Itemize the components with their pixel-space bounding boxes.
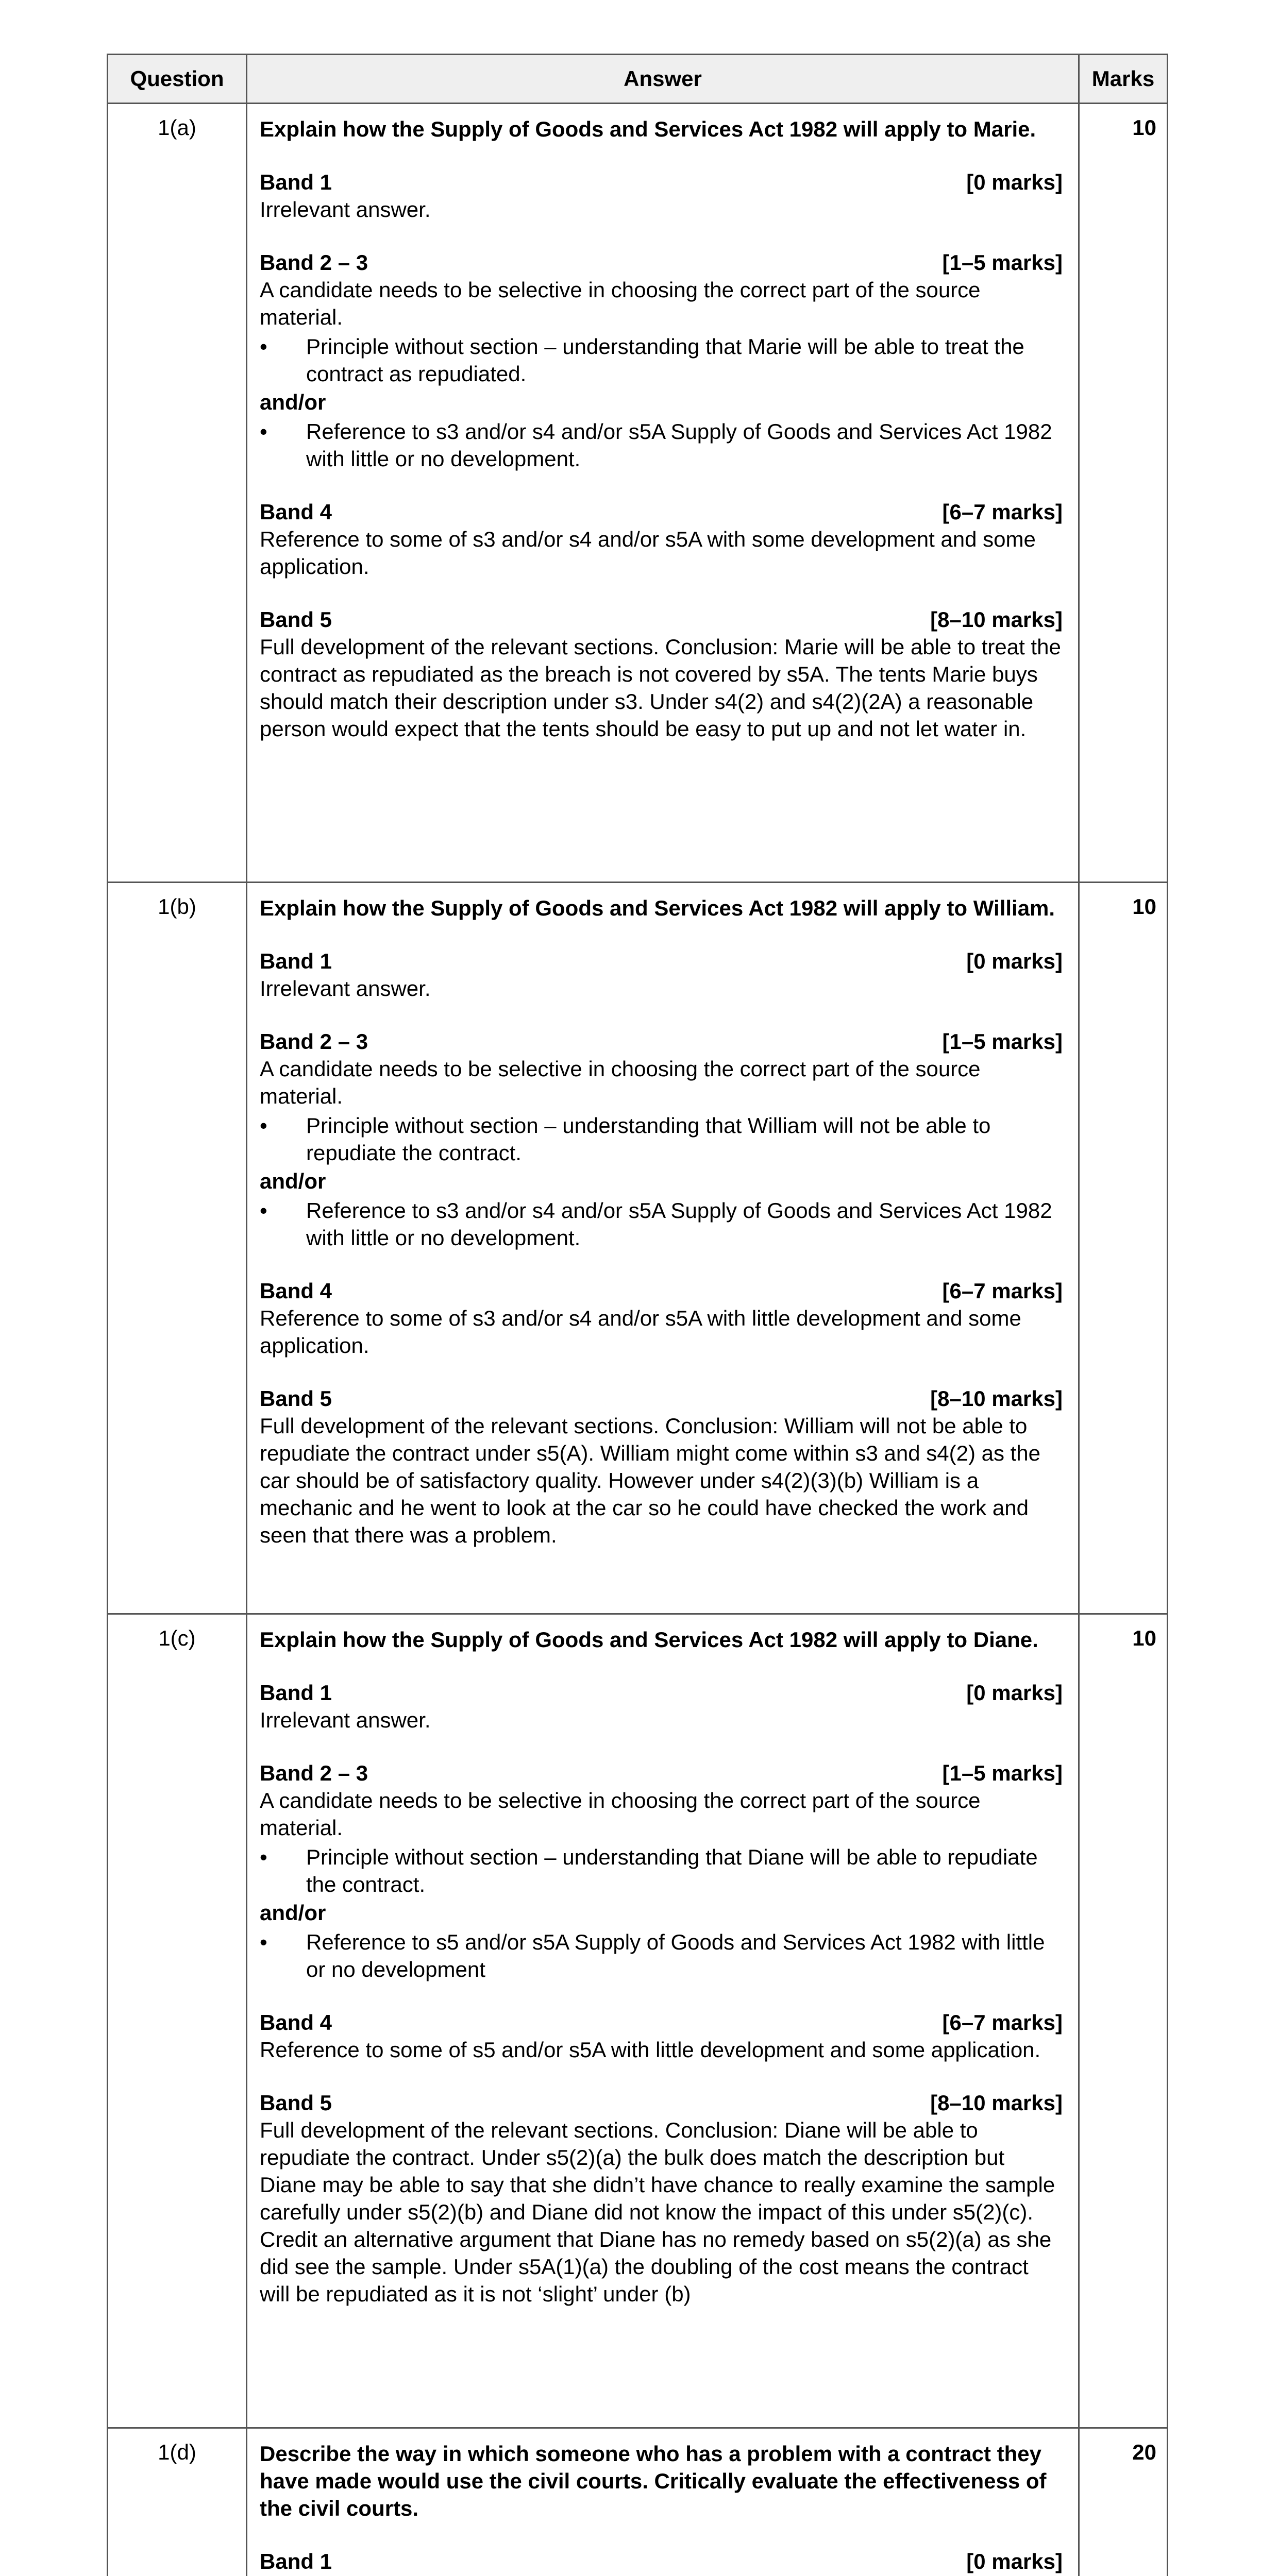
band-text: Reference to some of s3 and/or s4 and/or s5A with some development and some application. [260,527,1036,579]
band-label: Band 4 [260,2010,332,2035]
band-2-3 [260,1759,1063,1983]
band-text: Reference to some of s3 and/or s4 and/or s5A with little development and some application. [260,1306,1021,1358]
marks-value: 10 [1079,104,1168,883]
band-5 [260,2089,1063,2308]
answer-header: Answer [247,55,1079,104]
band-text: Reference to some of s5 and/or s5A with little development and some application. [260,2038,1041,2062]
band-2-3 [260,249,1063,472]
band-1 [260,947,1063,1002]
band-5 [260,606,1063,742]
answer-cell [247,2428,1079,2576]
band-label: Band 2 – 3 [260,1029,368,1054]
band-2-3 [260,1028,1063,1251]
question-header: Question [108,55,247,104]
marks-value: 10 [1079,1614,1168,2428]
mark-scheme-table [107,54,1168,2576]
answer-cell [247,1614,1079,2428]
band-range: [6–7 marks] [942,2010,1063,2035]
band-range: [8–10 marks] [930,2091,1063,2115]
band-text: Irrelevant answer. [260,197,431,222]
band-text: A candidate needs to be selective in choosing the correct part of the source material. [260,278,981,329]
bullet-item: • Principle without section – understanding that William will not be able to repudiate the contract. [260,1112,1063,1166]
question-row-1a [108,104,1168,883]
band-text: Irrelevant answer. [260,1708,431,1732]
band-1 [260,168,1063,223]
band-5 [260,1385,1063,1549]
band-label: Band 1 [260,1681,332,1705]
and-or-label: and/or [260,1901,326,1925]
question-prompt: Describe the way in which someone who has a problem with a contract they have made would use the civil courts. Critically evaluate the effectiveness of the civil courts. [260,2442,1047,2520]
band-label: Band 2 – 3 [260,250,368,275]
question-number: 1(d) [108,2428,247,2576]
band-label: Band 5 [260,607,332,632]
question-row-1c [108,1614,1168,2428]
band-range: [6–7 marks] [942,500,1063,524]
band-range: [1–5 marks] [942,1029,1063,1054]
question-prompt: Explain how the Supply of Goods and Services Act 1982 will apply to Diane. [260,1628,1038,1652]
question-row-1d [108,2428,1168,2576]
band-label: Band 1 [260,2549,332,2573]
question-number: 1(c) [108,1614,247,2428]
band-label: Band 1 [260,949,332,973]
question-number: 1(b) [108,883,247,1614]
band-range: [0 marks] [966,170,1063,194]
band-label: Band 2 – 3 [260,1761,368,1785]
band-label: Band 4 [260,1279,332,1303]
bullet-item: • Reference to s5 and/or s5A Supply of Goods and Services Act 1982 with little or no development [260,1928,1063,1983]
band-1 [260,2548,1063,2576]
answer-cell [247,883,1079,1614]
question-prompt: Explain how the Supply of Goods and Services Act 1982 will apply to William. [260,896,1055,920]
bullet-item: • Principle without section – understanding that Marie will be able to treat the contract as repudiated. [260,333,1063,387]
marks-header: Marks [1079,55,1168,104]
band-range: [1–5 marks] [942,1761,1063,1785]
marks-value: 10 [1079,883,1168,1614]
band-label: Band 4 [260,500,332,524]
band-text: Irrelevant answer. [260,976,431,1001]
bullet-item: • Principle without section – understanding that Diane will be able to repudiate the contract. [260,1843,1063,1898]
band-text: A candidate needs to be selective in choosing the correct part of the source material. [260,1057,981,1108]
answer-cell [247,104,1079,883]
band-label: Band 5 [260,2091,332,2115]
band-4 [260,2009,1063,2063]
band-range: [0 marks] [966,1681,1063,1705]
question-number: 1(a) [108,104,247,883]
and-or-label: and/or [260,390,326,414]
header-row [108,55,1168,104]
band-text: Full development of the relevant sections. Conclusion: William will not be able to repudiate the contract under s5(A). William might come within s3 and s4(2) as the car should be of satisfactory quality. However under s4(2)(3)(b) William is a mechanic and he went to look at the car so he could have checked the work and seen that there was a problem. [260,1414,1041,1547]
band-label: Band 1 [260,170,332,194]
bullet-item: • Reference to s3 and/or s4 and/or s5A Supply of Goods and Services Act 1982 with little or no development. [260,1197,1063,1251]
question-row-1b [108,883,1168,1614]
and-or-label: and/or [260,1169,326,1193]
band-1 [260,1679,1063,1734]
band-text: Full development of the relevant sections. Conclusion: Marie will be able to treat the contract as repudiated as the breach is not covered by s5A. The tents Marie buys should match their description under s3. Under s4(2) and s4(2)(2A) a reasonable person would expect that the tents should be easy to put up and not let water in. [260,635,1061,741]
band-range: [0 marks] [966,949,1063,973]
band-range: [8–10 marks] [930,607,1063,632]
band-text: A candidate needs to be selective in choosing the correct part of the source material. [260,1788,981,1840]
marks-value: 20 [1079,2428,1168,2576]
band-label: Band 5 [260,1386,332,1411]
band-range: [1–5 marks] [942,250,1063,275]
band-range: [0 marks] [966,2549,1063,2573]
band-text: Full development of the relevant sections. Conclusion: Diane will be able to repudiate the contract. Under s5(2)(a) the bulk does match the description but Diane may be able to say that she didn’t have chance to really examine the sample carefully under s5(2)(b) and Diane did not know the impact of this under s5(2)(c). Credit an alternative argument that Diane has no remedy based on s5(2)(a) as she did see the sample. Under s5A(1)(a) the doubling of the cost means the contract will be repudiated as it is not ‘slight’ under (b) [260,2118,1055,2306]
band-range: [8–10 marks] [930,1386,1063,1411]
question-prompt: Explain how the Supply of Goods and Services Act 1982 will apply to Marie. [260,117,1036,141]
band-4 [260,498,1063,580]
band-range: [6–7 marks] [942,1279,1063,1303]
bullet-item: • Reference to s3 and/or s4 and/or s5A Supply of Goods and Services Act 1982 with little or no development. [260,418,1063,472]
band-4 [260,1277,1063,1359]
